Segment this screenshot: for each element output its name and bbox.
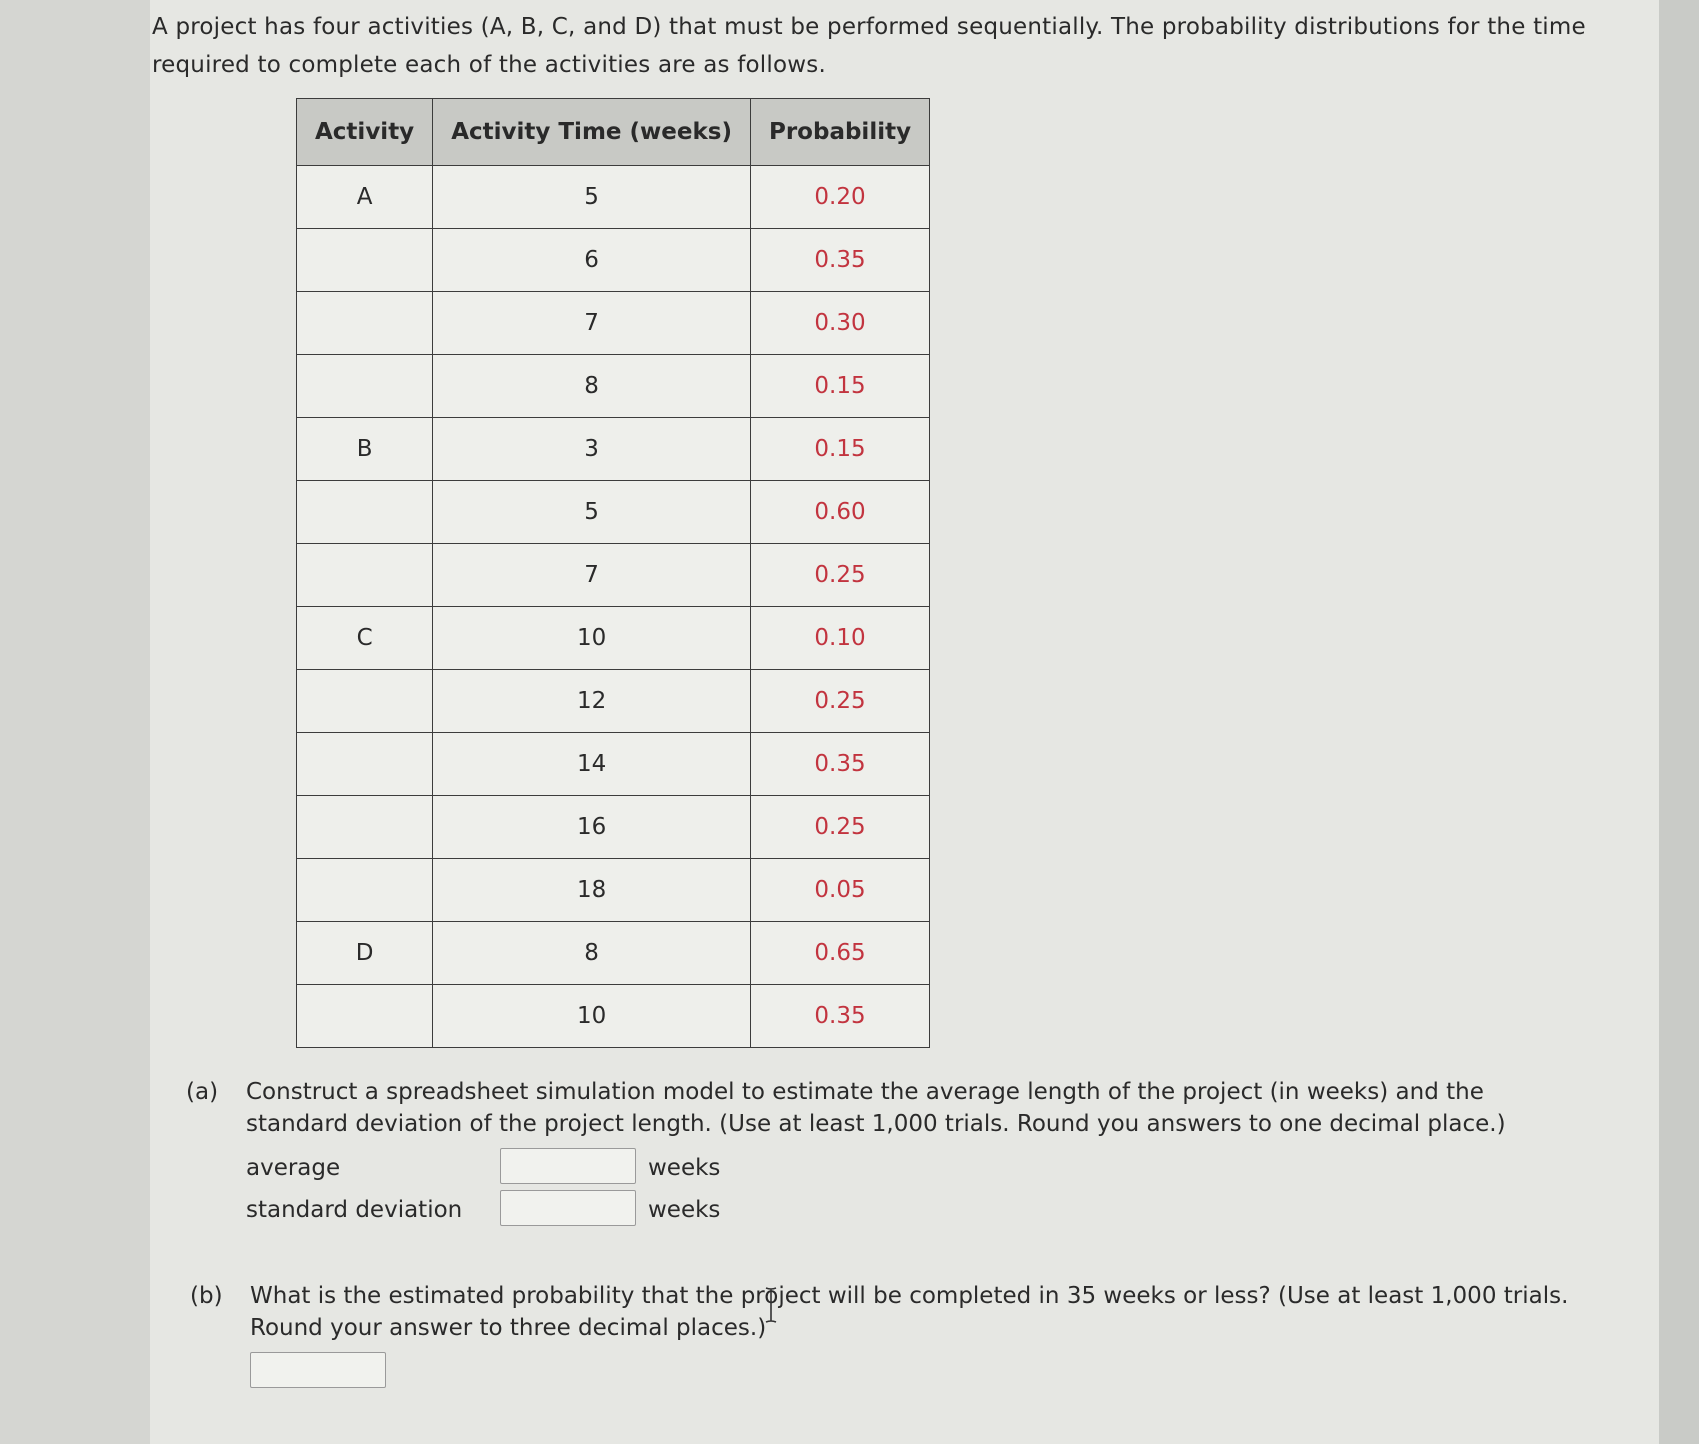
- table-row: [297, 229, 930, 292]
- cell-probability: 0.35: [750, 733, 929, 796]
- average-unit: weeks: [648, 1155, 721, 1181]
- header-activity-time: Activity Time (weeks): [433, 99, 751, 166]
- cell-probability: 0.30: [750, 292, 929, 355]
- table-row: [297, 670, 930, 733]
- cell-time: 16: [433, 796, 751, 859]
- table-row: [297, 355, 930, 418]
- table-row: [297, 292, 930, 355]
- header-activity: Activity: [297, 99, 433, 166]
- cell-time: 18: [433, 859, 751, 922]
- cell-probability: 0.60: [750, 481, 929, 544]
- part-a-label: (a): [186, 1079, 219, 1105]
- table-row: [297, 922, 930, 985]
- cell-probability: 0.25: [750, 544, 929, 607]
- cell-time: 10: [433, 607, 751, 670]
- table-row: [297, 481, 930, 544]
- cell-activity: [297, 859, 433, 922]
- table-row: [297, 418, 930, 481]
- cell-probability: 0.10: [750, 607, 929, 670]
- cell-activity: A: [297, 166, 433, 229]
- cell-time: 6: [433, 229, 751, 292]
- table-row: [297, 796, 930, 859]
- cell-time: 14: [433, 733, 751, 796]
- cell-activity: [297, 481, 433, 544]
- cell-probability: 0.15: [750, 355, 929, 418]
- cell-probability: 0.35: [750, 229, 929, 292]
- photo-left-margin: [0, 0, 150, 1444]
- cell-activity: B: [297, 418, 433, 481]
- part-b-question: What is the estimated probability that the project will be completed in 35 weeks or less? (Use at least 1,000 trials. Round your answer to three decimal places.): [250, 1283, 1569, 1341]
- std-unit: weeks: [648, 1197, 721, 1223]
- header-probability: Probability: [750, 99, 929, 166]
- cell-probability: 0.05: [750, 859, 929, 922]
- cell-probability: 0.25: [750, 670, 929, 733]
- cell-activity: [297, 733, 433, 796]
- part-a-question: Construct a spreadsheet simulation model to estimate the average length of the project (in weeks) and the standard deviation of the project length. (Use at least 1,000 trials. Round you answers to one decimal place.): [246, 1079, 1506, 1137]
- cell-time: 7: [433, 292, 751, 355]
- cell-time: 8: [433, 922, 751, 985]
- std-label: standard deviation: [246, 1197, 463, 1223]
- cell-probability: 0.65: [750, 922, 929, 985]
- cell-time: 3: [433, 418, 751, 481]
- std-input[interactable]: [500, 1190, 636, 1226]
- table-row: [297, 733, 930, 796]
- cell-activity: [297, 229, 433, 292]
- cell-time: 5: [433, 481, 751, 544]
- probability-table: [296, 98, 930, 1048]
- cell-activity: D: [297, 922, 433, 985]
- cell-activity: C: [297, 607, 433, 670]
- photo-right-edge: [1659, 0, 1699, 1444]
- table-header-row: [297, 99, 930, 166]
- cell-time: 8: [433, 355, 751, 418]
- cell-probability: 0.25: [750, 796, 929, 859]
- text-cursor-icon: [764, 1286, 778, 1324]
- probability-input[interactable]: [250, 1352, 386, 1388]
- average-input[interactable]: [500, 1148, 636, 1184]
- cell-time: 12: [433, 670, 751, 733]
- table-row: [297, 859, 930, 922]
- cell-activity: [297, 544, 433, 607]
- cell-activity: [297, 985, 433, 1048]
- cell-activity: [297, 670, 433, 733]
- table-row: [297, 166, 930, 229]
- cell-probability: 0.35: [750, 985, 929, 1048]
- table-row: [297, 607, 930, 670]
- part-b-label: (b): [190, 1283, 223, 1309]
- cell-activity: [297, 355, 433, 418]
- cell-probability: 0.15: [750, 418, 929, 481]
- cell-time: 5: [433, 166, 751, 229]
- problem-intro: A project has four activities (A, B, C, and D) that must be performed sequentially. The probability distributions for the time required to complete each of the activities are as follows.: [152, 14, 1586, 78]
- cell-activity: [297, 292, 433, 355]
- cell-probability: 0.20: [750, 166, 929, 229]
- cell-time: 10: [433, 985, 751, 1048]
- average-label: average: [246, 1155, 341, 1181]
- table-row: [297, 544, 930, 607]
- table-row: [297, 985, 930, 1048]
- cell-time: 7: [433, 544, 751, 607]
- cell-activity: [297, 796, 433, 859]
